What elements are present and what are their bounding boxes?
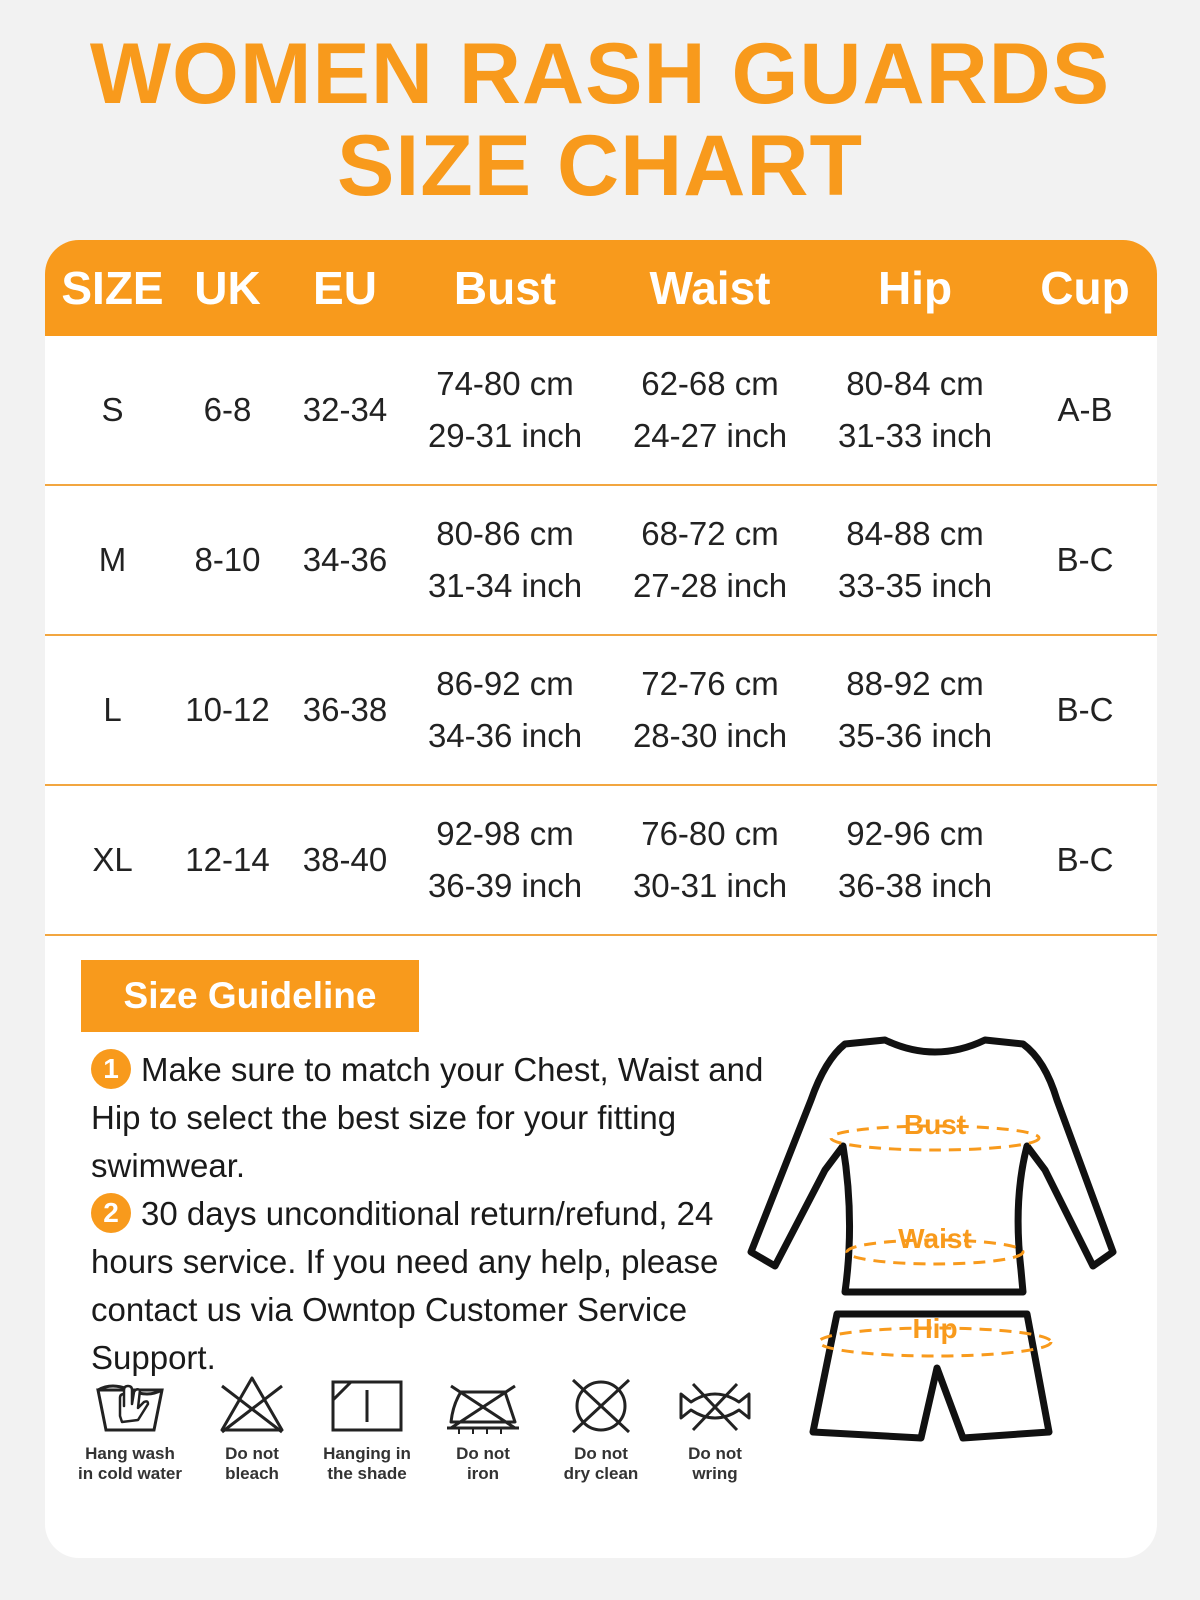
cell-waist [610, 336, 810, 484]
bust-label: Bust [903, 1109, 967, 1140]
header-waist: Waist [649, 262, 771, 314]
cell-eu: 38-40 [302, 841, 388, 878]
number-badge: 2 [91, 1193, 131, 1233]
no-dry-clean-icon [561, 1372, 641, 1438]
header-hip: Hip [877, 262, 953, 314]
cell-bust [405, 786, 605, 934]
cell-eu: 36-38 [302, 691, 388, 728]
care-label-line1: Hanging in [323, 1444, 411, 1463]
care-label-line1: Do not [574, 1444, 628, 1463]
page-title [0, 28, 1200, 212]
hip-cm: 80-84 cm [846, 365, 984, 402]
cell-waist [610, 486, 810, 634]
care-label-line1: Do not [225, 1444, 279, 1463]
care-item [307, 1372, 427, 1484]
size-chart-card [45, 240, 1157, 1558]
cell-eu: 32-34 [302, 391, 388, 428]
hand-wash-icon [90, 1372, 170, 1438]
care-label-line1: Do not [688, 1444, 742, 1463]
hip-label: Hip [912, 1313, 958, 1344]
size-guideline-label: Size Guideline [81, 960, 419, 1032]
cell-hip [815, 636, 1015, 784]
table-row [45, 636, 1157, 786]
care-label-line2: in cold water [78, 1464, 182, 1483]
bust-cm: 74-80 cm [436, 365, 574, 402]
care-label-line2: wring [692, 1464, 738, 1483]
waist-inch: 24-27 inch [632, 417, 788, 454]
waist-cm: 72-76 cm [641, 665, 779, 702]
cell-waist [610, 636, 810, 784]
shirt-outline [751, 1040, 1113, 1292]
waist-label: Waist [898, 1223, 972, 1254]
bust-cm: 92-98 cm [436, 815, 574, 852]
bust-inch: 29-31 inch [427, 417, 583, 454]
header-bust: Bust [453, 262, 557, 314]
table-row [45, 336, 1157, 486]
care-item [541, 1372, 661, 1484]
cell-size: L [103, 691, 122, 728]
bust-cm: 80-86 cm [436, 515, 574, 552]
cell-bust [405, 486, 605, 634]
cell-cup: B-C [1056, 541, 1114, 578]
care-label-line2: bleach [225, 1464, 279, 1483]
no-iron-icon [443, 1372, 523, 1438]
cell-size: S [101, 391, 124, 428]
cell-size: M [98, 541, 127, 578]
hip-inch: 33-35 inch [837, 567, 993, 604]
header-size: SIZE [61, 262, 164, 314]
hip-inch: 35-36 inch [837, 717, 993, 754]
care-item [423, 1372, 543, 1484]
title-line-1: WOMEN RASH GUARDS [89, 26, 1111, 122]
bust-inch: 34-36 inch [427, 717, 583, 754]
cell-uk: 10-12 [185, 691, 270, 728]
guideline-item-text: 30 days unconditional return/refund, 24 hours service. If you need any help, please contact us via Owntop Customer Service Support. [91, 1195, 719, 1376]
care-label-line2: iron [466, 1464, 500, 1483]
cell-eu: 34-36 [302, 541, 388, 578]
bust-inch: 36-39 inch [427, 867, 583, 904]
cell-bust [405, 636, 605, 784]
hip-inch: 36-38 inch [837, 867, 993, 904]
guideline-text [91, 1046, 791, 1382]
cell-uk: 12-14 [185, 841, 270, 878]
hip-cm: 88-92 cm [846, 665, 984, 702]
cell-hip [815, 786, 1015, 934]
guideline-item-1 [91, 1046, 791, 1190]
cell-waist [610, 786, 810, 934]
hip-cm: 92-96 cm [846, 815, 984, 852]
waist-inch: 28-30 inch [632, 717, 788, 754]
cell-size: XL [92, 841, 133, 878]
waist-cm: 62-68 cm [641, 365, 779, 402]
waist-inch: 30-31 inch [632, 867, 788, 904]
care-label-line2: the shade [327, 1464, 407, 1483]
guideline-item-text: Make sure to match your Chest, Waist and Hip to select the best size for your fitting swimwear. [91, 1051, 764, 1184]
cell-hip [815, 486, 1015, 634]
care-label-line1: Do not [456, 1444, 510, 1463]
waist-inch: 27-28 inch [632, 567, 788, 604]
waist-cm: 76-80 cm [641, 815, 779, 852]
cell-uk: 8-10 [194, 541, 261, 578]
hip-cm: 84-88 cm [846, 515, 984, 552]
care-label-line2: dry clean [563, 1464, 639, 1483]
care-item [192, 1372, 312, 1484]
bust-inch: 31-34 inch [427, 567, 583, 604]
waist-cm: 68-72 cm [641, 515, 779, 552]
cell-hip [815, 336, 1015, 484]
cell-cup: A-B [1057, 391, 1113, 428]
guideline-item-2 [91, 1190, 791, 1382]
table-row [45, 486, 1157, 636]
cell-bust [405, 336, 605, 484]
rash-guard-illustration [745, 1020, 1125, 1460]
no-wring-icon [675, 1372, 755, 1438]
care-label-line1: Hang wash [85, 1444, 175, 1463]
bust-cm: 86-92 cm [436, 665, 574, 702]
hip-inch: 31-33 inch [837, 417, 993, 454]
header-uk: UK [194, 262, 261, 314]
dry-in-shade-icon [327, 1372, 407, 1438]
no-bleach-icon [212, 1372, 292, 1438]
header-cup: Cup [1040, 262, 1130, 314]
table-header [45, 240, 1157, 336]
header-eu: EU [313, 262, 377, 314]
cell-cup: B-C [1056, 691, 1114, 728]
cell-uk: 6-8 [203, 391, 252, 428]
cell-cup: B-C [1056, 841, 1114, 878]
number-badge: 1 [91, 1049, 131, 1089]
title-line-2: SIZE CHART [337, 118, 863, 214]
table-row [45, 786, 1157, 936]
care-item [70, 1372, 190, 1484]
